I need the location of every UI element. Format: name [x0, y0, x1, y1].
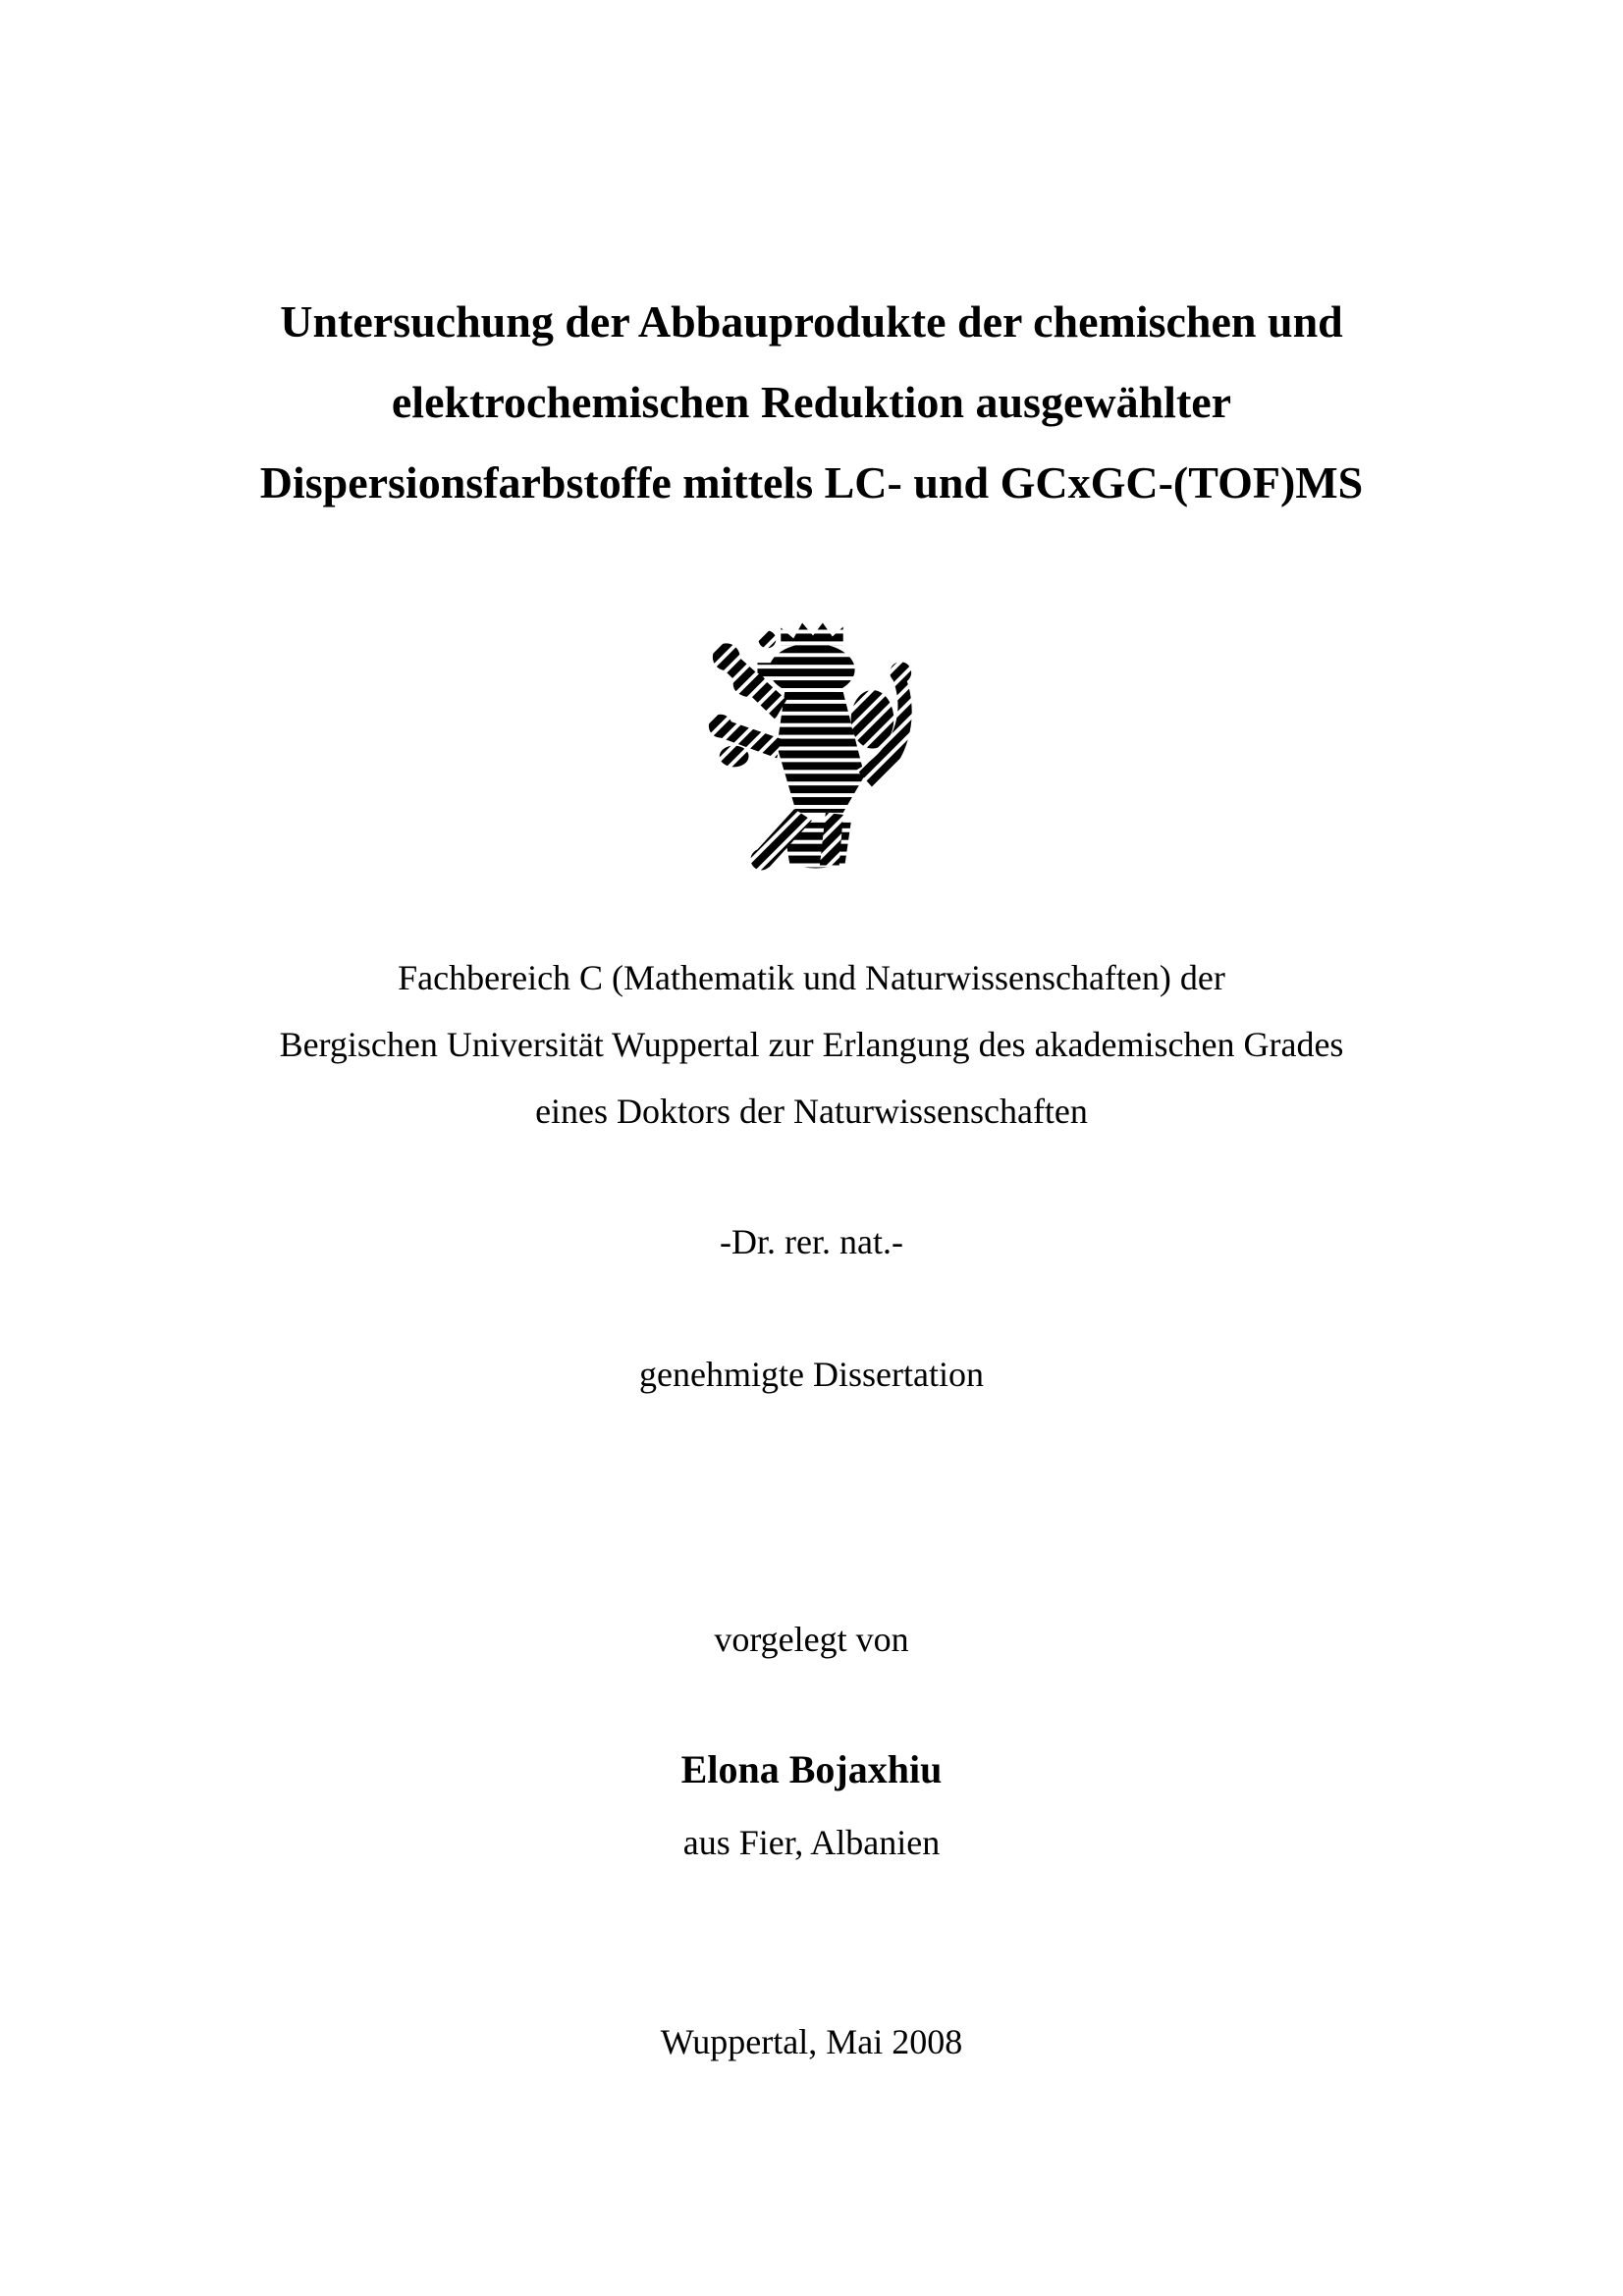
author-name: Elona Bojaxhiu	[680, 1747, 943, 1791]
thesis-title-line-2: elektrochemischen Reduktion ausgewählter	[391, 377, 1232, 427]
faculty-line-2: Bergischen Universität Wuppertal zur Erlangung des akademischen Grades	[279, 1025, 1344, 1064]
thesis-title-line-1: Untersuchung der Abbauprodukte der chemischen und	[280, 296, 1343, 347]
thesis-title	[0, 282, 1623, 523]
thesis-title-line-3: Dispersionsfarbstoffe mittels LC- und GCxGC-(TOF)MS	[259, 457, 1364, 507]
dissertation-type: genehmigte Dissertation	[639, 1355, 984, 1394]
place-and-date: Wuppertal, Mai 2008	[660, 2022, 963, 2061]
faculty-statement	[0, 944, 1623, 1145]
faculty-line-3: eines Doktors der Naturwissenschaften	[535, 1092, 1088, 1131]
striped-lion-icon	[695, 621, 929, 871]
degree-abbreviation: -Dr. rer. nat.-	[720, 1222, 903, 1261]
university-lion-logo	[695, 621, 929, 871]
author-origin: aus Fier, Albanien	[682, 1823, 941, 1862]
faculty-line-1: Fachbereich C (Mathematik und Naturwissenschaften) der	[398, 958, 1225, 997]
submitted-by-label: vorgelegt von	[714, 1620, 909, 1659]
